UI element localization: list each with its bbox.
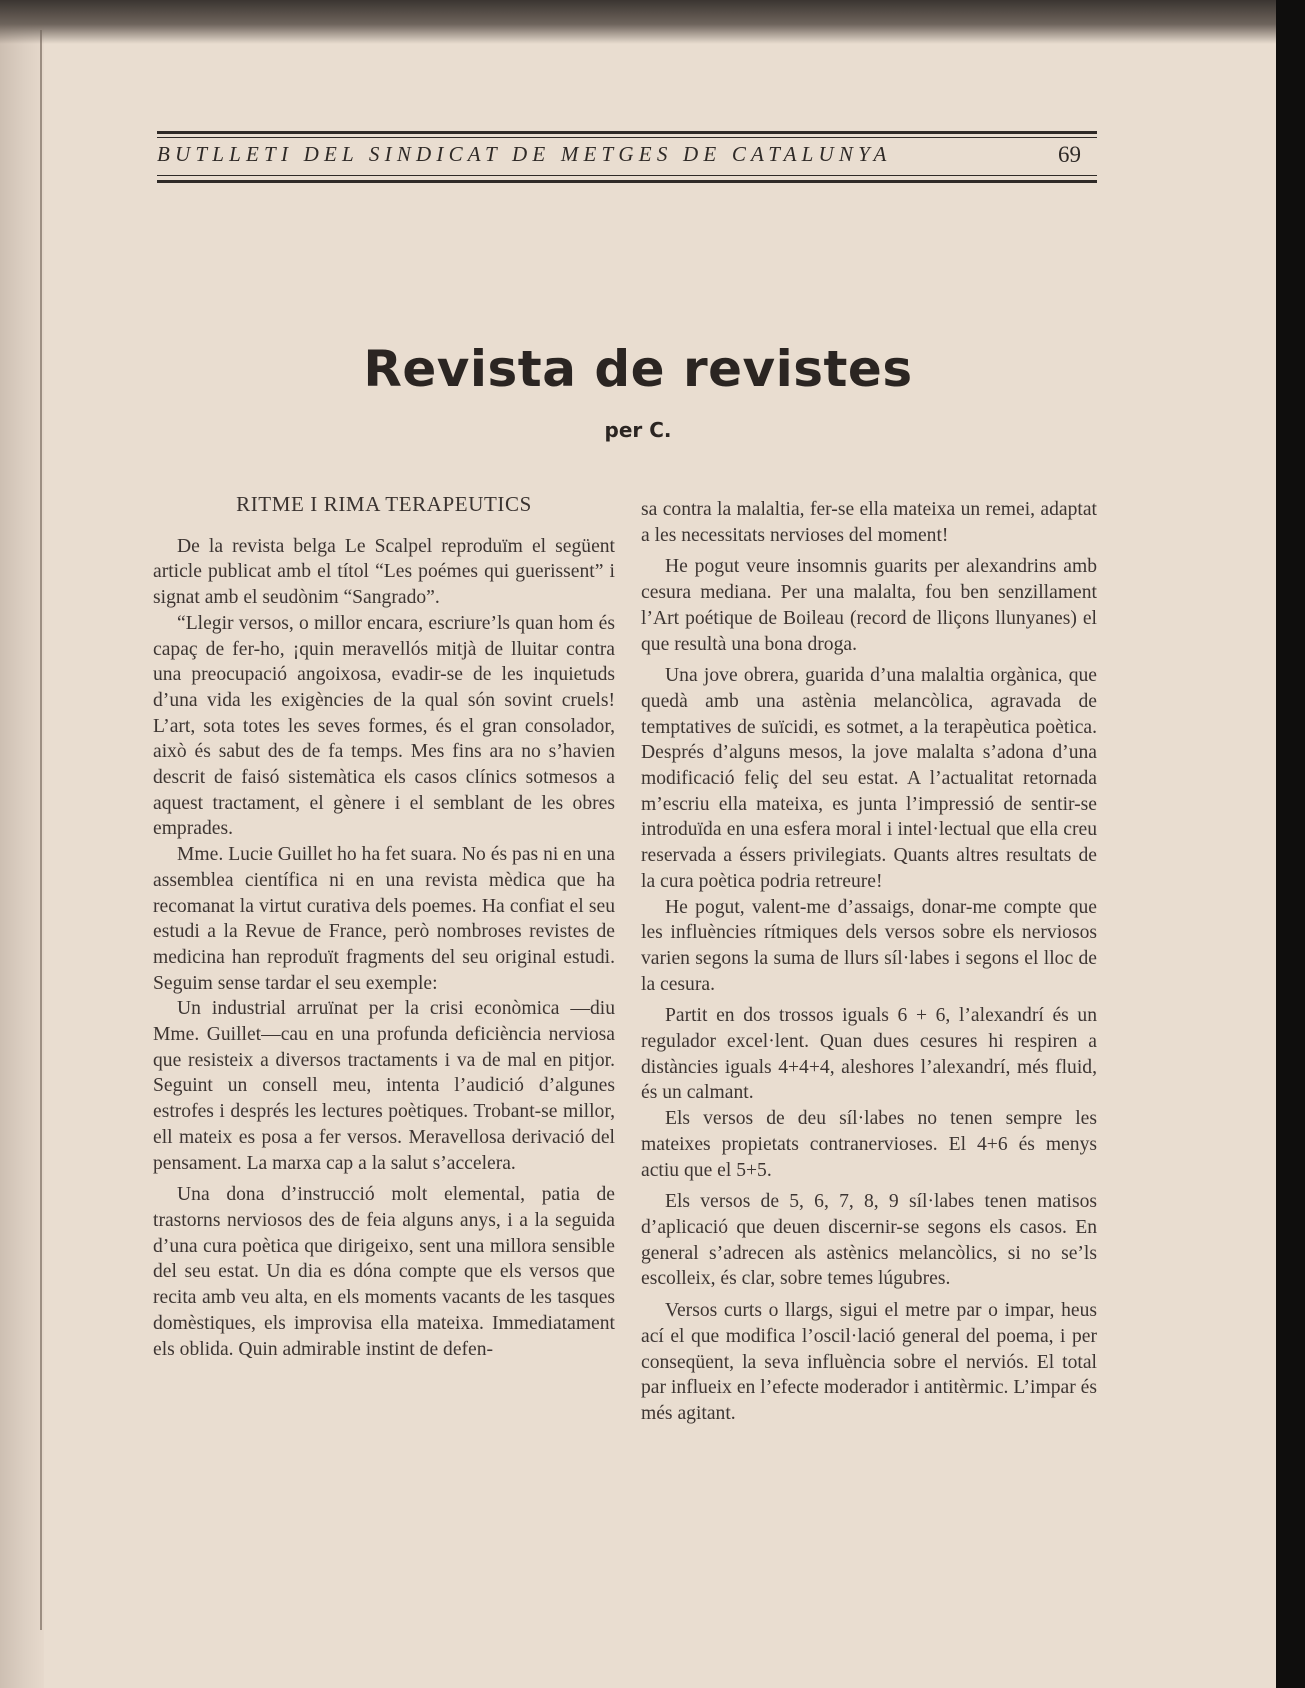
- left-column: [153, 492, 615, 1362]
- paragraph: Partit en dos trossos iguals 6 + 6, l’alexandrí és un regulador excel·lent. Quan dues cesures hi respiren a distàncies iguals 4+4+4, aleshores l’alexandrí, més fluid, és un calmant.: [641, 1005, 1097, 1104]
- paragraph: He pogut veure insomnis guarits per alexandrins amb cesura mediana. Per una malalta, fou ben senzillament l’Art poétique de Boileau (record de lliçons llunyanes) el que resultà una bona droga.: [641, 556, 1097, 655]
- paragraph: Mme. Lucie Guillet ho ha fet suara. No és pas ni en una assemblea científica ni en una revista mèdica que ha recomanat la virtut curativa dels poemes. Ha confiat el seu estudi a la Revue de France, però nombroses revistes de medicina han reproduït fragments del seu original estudi. Seguim sense tardar el seu exemple:: [153, 844, 615, 994]
- page-number: 69: [1058, 142, 1081, 167]
- paragraph: Un industrial arruïnat per la crisi econòmica —diu Mme. Guillet—cau en una profunda deficiència nerviosa que resisteix a diversos tractaments i va de mal en pitjor. Seguint un consell meu, intenta l’audició d’algunes estrofes i després les lectures poètiques. Trobant-se millor, ell mateix es posa a fer versos. Meravellosa derivació del pensament. La marxa cap a la salut s’accelera.: [153, 998, 615, 1174]
- gutter-line: [40, 30, 42, 1630]
- section-heading: RITME I RIMA TERAPEUTICS: [236, 492, 532, 516]
- paragraph: Versos curts o llargs, sigui el metre par o impar, heus ací el que modifica l’oscil·lació general del poema, i per conseqüent, la seva influència sobre el nerviós. El total par influeix en l’efecte moderador i antitèrmic. L’impar és més agitant.: [641, 1300, 1097, 1424]
- article-byline: per C.: [604, 418, 672, 442]
- paragraph: Els versos de deu síl·labes no tenen sempre les mateixes propietats contranervioses. El 4+6 és menys actiu que el 5+5.: [641, 1108, 1097, 1181]
- paragraph: Una dona d’instrucció molt elemental, patia de trastorns nerviosos des de feia alguns anys, i a la seguida d’una cura poètica que dirigeixo, sent una millora sensible del seu estat. Un dia es dóna compte que els versos que recita amb veu alta, en els moments vacants de les tasques domèstiques, els improvisa ella mateixa. Immediatament els oblida. Quin admirable instint de defen-: [153, 1184, 615, 1360]
- paragraph: Una jove obrera, guarida d’una malaltia orgànica, que quedà amb una astènia melancòlica, agravada de temptatives de suïcidi, es sotmet, a la terapèutica poètica. Després d’alguns mesos, la jove malalta s’adona d’una modificació feliç del seu estat. A l’actualitat retornada m’escriu ella mateixa, es junta l’impressió de sentir-se introduïda en una esfera moral i intel·lectual que ella creu reservada a éssers privilegiats. Quants altres resultats de la cura poètica podria retreure!: [641, 665, 1097, 892]
- header-rule-bottom: [157, 180, 1097, 183]
- scan-background: [1276, 0, 1305, 1688]
- right-column: [641, 497, 1097, 1427]
- paragraph: He pogut, valent-me d’assaigs, donar-me compte que les influències rítmiques dels versos sobre els nerviosos varien segons la suma de llurs síl·labes i segons el lloc de la cesura.: [641, 896, 1097, 995]
- header-rule-top-thin: [157, 137, 1097, 138]
- page-gutter: [0, 0, 44, 1688]
- paragraph: “Llegir versos, o millor encara, escriure’ls quan hom és capaç de fer-ho, ¡quin meravellós mitjà de lluitar contra una preocupació angoixosa, evadir-se de les inquietuds d’una vida les exigències de la qual són sovint cruels! L’art, sota totes les seves formes, és el gran consolador, això és sabut des de fa temps. Mes fins ara no s’havien descrit de faisó sistemàtica els casos clínics sotmesos a aquest tractament, el gènere i el semblant de les obres emprades.: [153, 612, 615, 840]
- article-title: Revista de revistes: [363, 340, 913, 398]
- paragraph: Els versos de 5, 6, 7, 8, 9 síl·labes tenen matisos d’aplicació que deuen discernir-se segons els casos. En general s’adrecen als astènics melancòlics, si no se’ls escolleix, és clar, sobre temes lúgubres.: [641, 1191, 1097, 1290]
- header-rule-bottom-thin: [157, 175, 1097, 176]
- paragraph: De la revista belga Le Scalpel reproduïm el següent article publicat amb el títol “Les poémes qui guerissent” i signat amb el seudònim “Sangrado”.: [153, 535, 615, 609]
- scan-shadow: [0, 0, 1305, 44]
- header-rule-top: [157, 131, 1097, 134]
- running-title: BUTLLETI DEL SINDICAT DE METGES DE CATALUNYA: [157, 142, 892, 166]
- paragraph: sa contra la malaltia, fer-se ella mateixa un remei, adaptat a les necessitats nervioses del moment!: [641, 499, 1097, 546]
